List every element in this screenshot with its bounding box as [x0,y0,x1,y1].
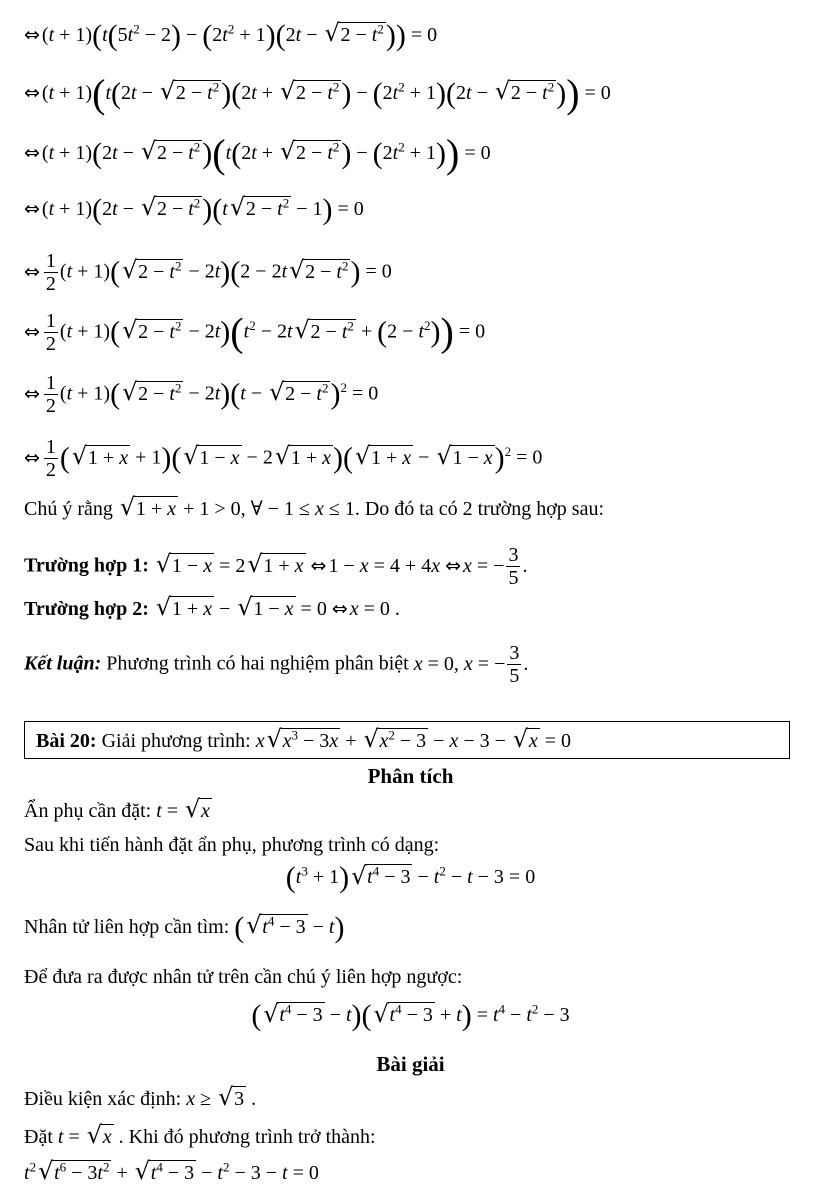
reverse-equation: (√ $t^4 - 3 - t)(√$ $t^4 - 3 + t) = t^4 - t^2 - 3$ [0,1004,821,1027]
step-8: ⇔ $\frac{1}{2}$ (√ 1 + x + 1)(√ 1 − x − 2√ 1 + x)(√ 1 + x − √ 1 − x)$^2$ = 0 [24,436,542,482]
step-1: ⇔ $(t + 1)(t(5t^2 - 2) - (2t^2 + 1)(2t$ − √ $2 - t^2)) = 0$ [24,24,437,47]
conclusion: Kết luận: Phương trình có hai nghiệm phân biệt x = 0, x = − $\frac{3}{5}$ . [24,642,529,687]
set-prefix: Đặt [24,1126,53,1148]
step-5: ⇔ $\frac{1}{2}$ (t + 1)(√ $2 - t^2 - 2t)(2 - 2t√$ $2 - t^2) = 0$ [24,250,392,296]
substitution-line: Ẩn phụ cần đặt: t = √ x [24,800,212,823]
after-substitution: Sau khi tiến hành đặt ẩn phụ, phương trình có dạng: [24,834,440,856]
condition-label: Điều kiện xác định: [24,1088,182,1110]
case-2: Trường hợp 2: √ 1 + x − √ 1 − x = 0 ⇔ x = 0 . [24,598,400,621]
step-3: ⇔ (t + 1)(2t − √ $2 - t^2)(t(2t$ + √ $2 - t^2) - (2t^2 + 1)) = 0$ [24,142,491,165]
set-line: Đặt t = √ x . Khi đó phương trình trở thành: [24,1126,376,1149]
transformed-equation: $(t^3 + 1)√$ $t^4 - 3 - t^2 - t - 3 = 0$ [0,866,821,889]
solution-title: Bài giải [376,1052,445,1076]
step-4: ⇔ (t + 1)(2t − √ $2 - t^2)(t√$ $2 - t^2 - 1) = 0$ [24,198,364,221]
conclusion-label: Kết luận: [24,652,102,675]
reverse-note: Để đưa ra được nhân tử trên cần chú ý liên hợp ngược: [24,966,463,988]
result-equation: $t^2√$ $t^6 - 3t^2$ + √ $t^4 - 3 - t^2 - 3 - t = 0$ [24,1162,319,1185]
condition-line: Điều kiện xác định: x ≥ √ 3 . [24,1088,256,1111]
set-suffix: . Khi đó phương trình trở thành: [118,1126,376,1148]
substitution-label: Ẩn phụ cần đặt: [24,800,152,822]
problem-text: Giải phương trình: [101,730,251,752]
note-prefix: Chú ý rằng [24,498,113,520]
factor-line: Nhân tử liên hợp cần tìm: (√ $t^4 - 3 - t$) [24,916,344,939]
case-1: Trường hợp 1: √ 1 − x = 2√ 1 + x ⇔ 1 − x = 4 + 4x ⇔ x = − $\frac{3}{5}$ . [24,544,527,590]
conclusion-text: Phương trình có hai nghiệm phân biệt [106,652,409,675]
step-6: ⇔ $\frac{1}{2}$ (t + 1)(√ $2 - t^2 - 2t)(t^2 - 2t√$ $2 - t^2 + (2 - t^2)) = 0$ [24,310,485,356]
case-2-label: Trường hợp 2: [24,598,149,620]
note-suffix: . Do đó ta có 2 trường hợp sau: [354,498,605,520]
step-2: ⇔ (t + 1)(t(2t − √ $2 - t^2)(2t$ + √ $2 - t^2) - (2t^2 + 1)(2t$ − √ $2 - t^2)) = 0$ [24,82,611,105]
analysis-title: Phân tích [367,764,454,788]
step-7: ⇔ $\frac{1}{2}$ (t + 1)(√ $2 - t^2 - 2t)(t$ − √ $2 - t^2)^2 = 0$ [24,372,378,418]
problem-label: Bài 20: [36,730,97,752]
note-line: Chú ý rằng √ 1 + x + 1 > 0, ∀ − 1 ≤ x ≤ 1. Do đó ta có 2 trường hợp sau: [24,498,604,521]
factor-label: Nhân tử liên hợp cần tìm: [24,916,230,938]
problem-statement: Bài 20: Giải phương trình: x√ $x^3 - 3x$ + √ $x^2 - 3 - x - 3$ − √ x = 0 [36,730,571,753]
case-1-label: Trường hợp 1: [24,554,149,577]
